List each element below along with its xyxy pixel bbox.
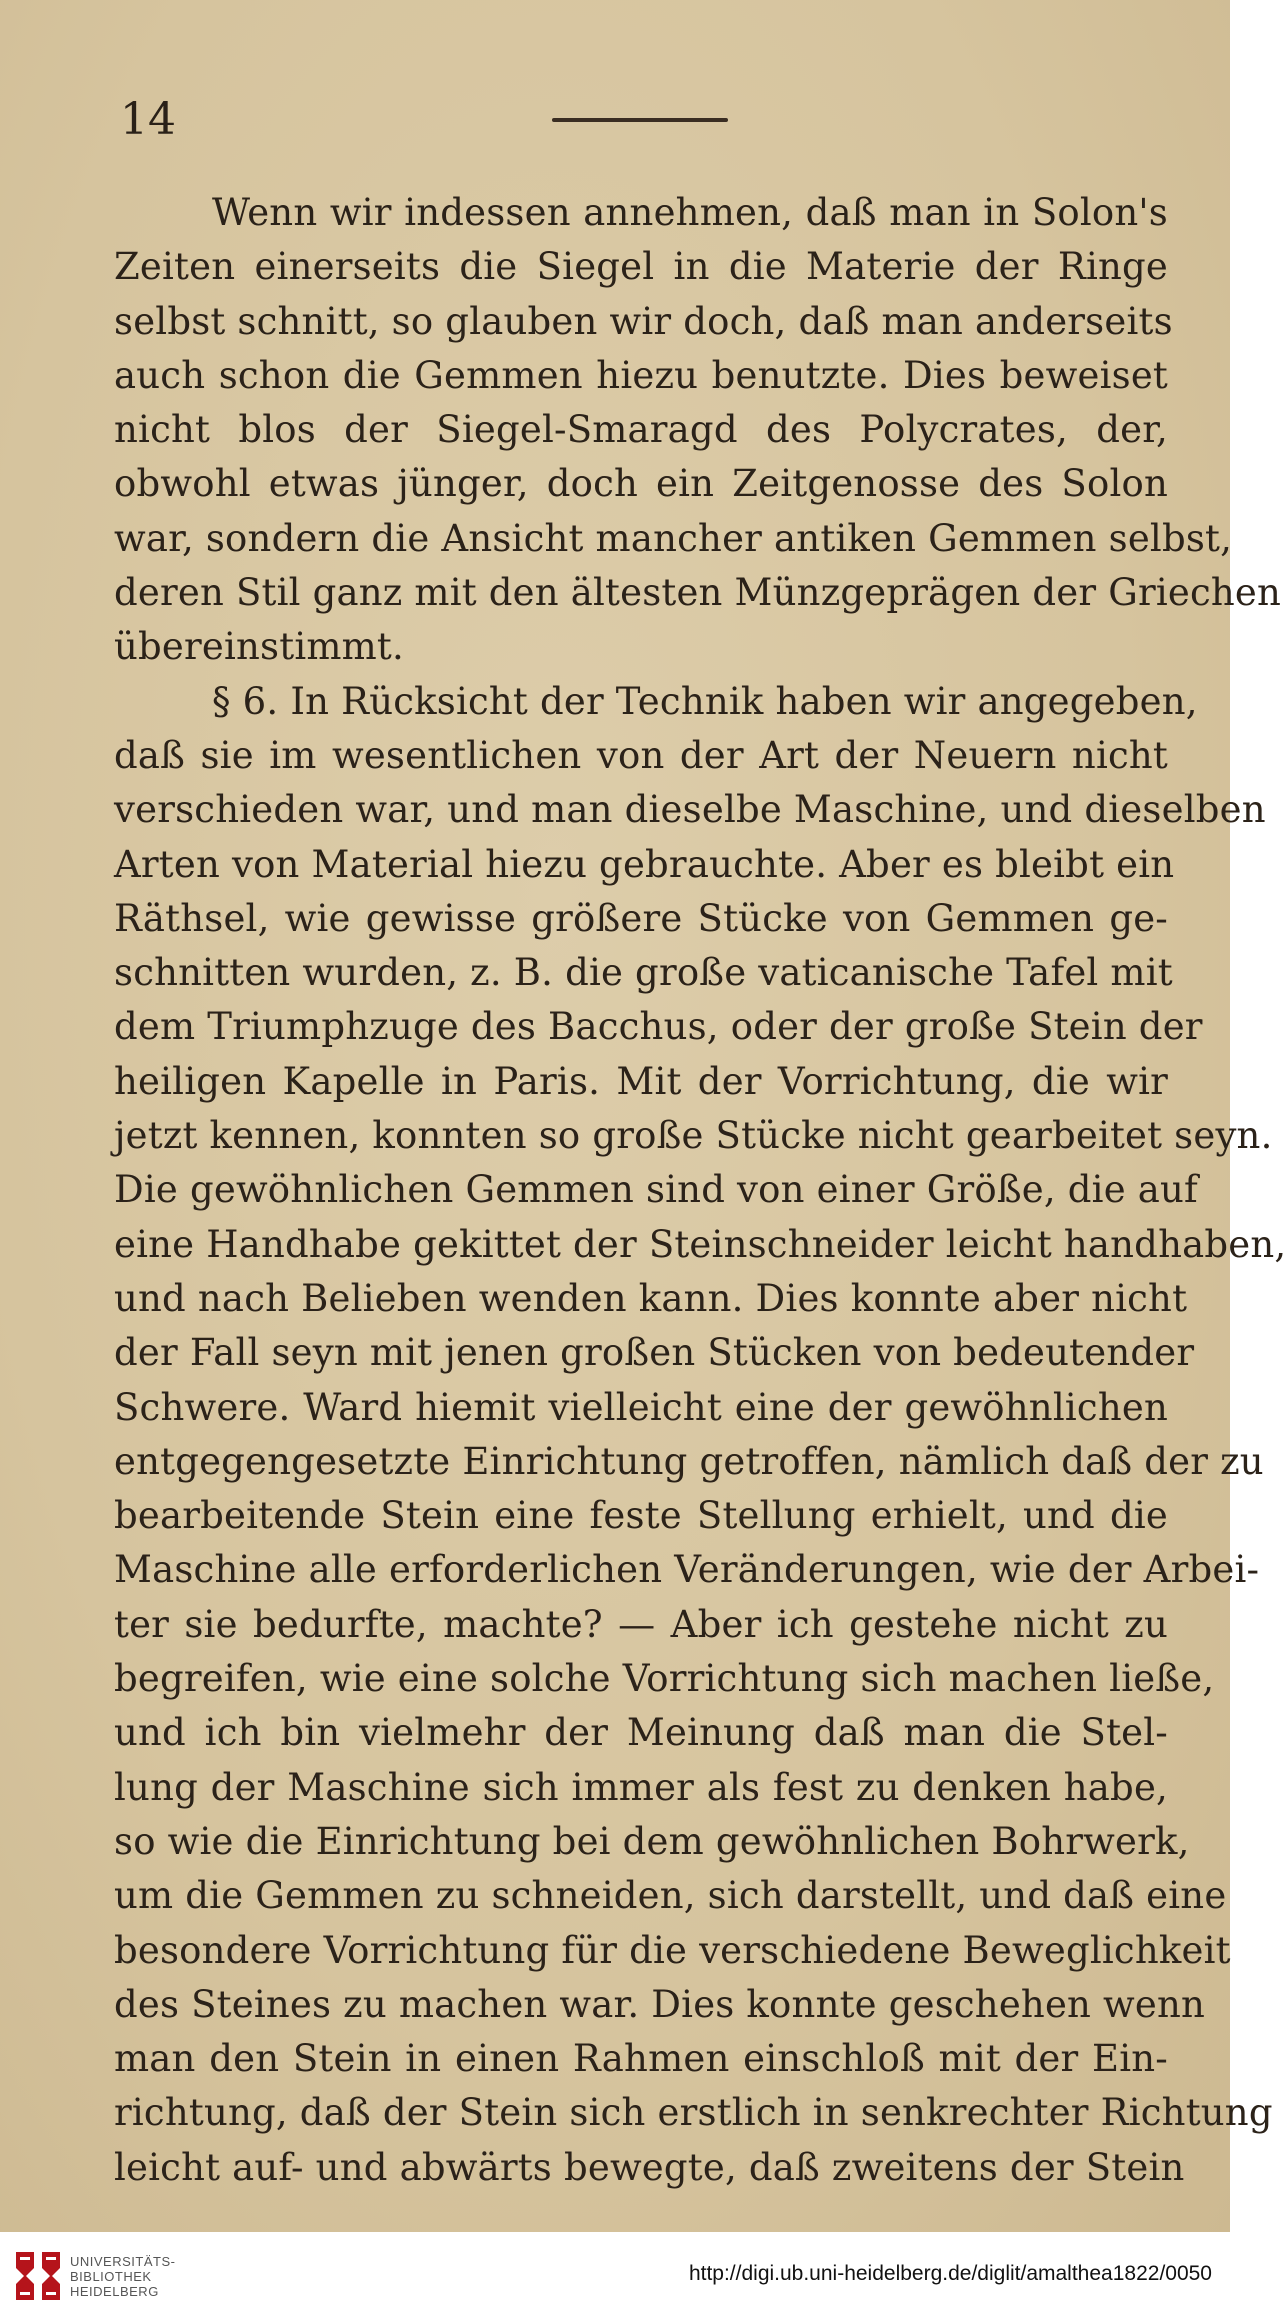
text-line: besondere Vorrichtung für die verschiedene Beweglichkeit <box>114 1928 1231 1972</box>
text-line: ter sie bedurfte, machte? — Aber ich gestehe nicht zu <box>114 1602 1168 1646</box>
text-line: und ich bin vielmehr der Meinung daß man die Stel- <box>114 1711 1168 1755</box>
text-line: eine Handhabe gekittet der Steinschneider leicht handhaben, <box>114 1222 1286 1266</box>
text-line: jetzt kennen, konnten so große Stücke nicht gearbeitet seyn. <box>114 1114 1273 1158</box>
permalink-url[interactable]: http://digi.ub.uni-heidelberg.de/diglit/amalthea1822/0050 <box>688 2262 1212 2285</box>
text-line: Arten von Material hiezu gebrauchte. Aber es bleibt ein <box>114 842 1175 886</box>
text-line: § 6. In Rücksicht der Technik haben wir angegeben, <box>212 679 1198 723</box>
text-line: der Fall seyn mit jenen großen Stücken von bedeutender <box>114 1331 1195 1375</box>
text-line: um die Gemmen zu schneiden, sich darstellt, und daß eine <box>114 1874 1227 1918</box>
body-text <box>114 186 1286 2195</box>
text-line: deren Stil ganz mit den ältesten Münzgeprägen der Griechen <box>114 571 1282 615</box>
library-name-line: BIBLIOTHEK <box>70 2269 152 2284</box>
text-line: nicht blos der Siegel-Smaragd des Polycrates, der, <box>114 408 1168 452</box>
library-name-line: UNIVERSITÄTS- <box>70 2254 176 2269</box>
text-line: lung der Maschine sich immer als fest zu denken habe, <box>114 1765 1168 1809</box>
text-line: auch schon die Gemmen hiezu benutzte. Dies beweiset <box>114 353 1168 397</box>
header-rule <box>552 118 728 122</box>
text-line: verschieden war, und man dieselbe Maschine, und dieselben <box>114 788 1266 832</box>
text-line: schnitten wurden, z. B. die große vaticanische Tafel mit <box>114 951 1173 995</box>
text-line: war, sondern die Ansicht mancher antiken Gemmen selbst, <box>114 516 1233 560</box>
text-line: selbst schnitt, so glauben wir doch, daß man anderseits <box>114 299 1173 343</box>
text-line: so wie die Einrichtung bei dem gewöhnlichen Bohrwerk, <box>114 1819 1190 1863</box>
text-line: man den Stein in einen Rahmen einschloß mit der Ein- <box>114 2037 1168 2081</box>
text-line: Maschine alle erforderlichen Veränderungen, wie der Arbei- <box>114 1548 1260 1592</box>
text-line: des Steines zu machen war. Dies konnte geschehen wenn <box>114 1982 1206 2026</box>
text-line: Räthsel, wie gewisse größere Stücke von Gemmen ge- <box>114 896 1168 940</box>
text-line: dem Triumphzuge des Bacchus, oder der große Stein der <box>114 1005 1203 1049</box>
text-line: leicht auf- und abwärts bewegte, daß zweitens der Stein <box>114 2145 1185 2189</box>
text-line: begreifen, wie eine solche Vorrichtung sich machen ließe, <box>114 1657 1215 1701</box>
text-line: Die gewöhnlichen Gemmen sind von einer Größe, die auf <box>114 1168 1198 1212</box>
text-line: Schwere. Ward hiemit vielleicht eine der gewöhnlichen <box>114 1385 1168 1429</box>
text-line: richtung, daß der Stein sich erstlich in senkrechter Richtung <box>114 2091 1273 2135</box>
page-number: 14 <box>120 94 176 145</box>
text-line: entgegengesetzte Einrichtung getroffen, nämlich daß der zu <box>114 1439 1264 1483</box>
text-line: und nach Belieben wenden kann. Dies konnte aber nicht <box>114 1276 1188 1320</box>
text-line: obwohl etwas jünger, doch ein Zeitgenosse des Solon <box>114 462 1168 506</box>
text-line: Zeiten einerseits die Siegel in die Materie der Ringe <box>114 245 1168 289</box>
text-line: übereinstimmt. <box>114 625 404 669</box>
university-library-logo-icon <box>12 2248 64 2304</box>
text-line: bearbeitende Stein eine feste Stellung erhielt, und die <box>114 1494 1168 1538</box>
text-line: heiligen Kapelle in Paris. Mit der Vorrichtung, die wir <box>114 1059 1168 1103</box>
footer-bar <box>0 2232 1230 2319</box>
text-line: Wenn wir indessen annehmen, daß man in Solon's <box>212 191 1168 234</box>
library-name-line: HEIDELBERG <box>70 2284 159 2299</box>
library-name <box>70 2254 175 2299</box>
text-line: daß sie im wesentlichen von der Art der Neuern nicht <box>114 733 1168 777</box>
